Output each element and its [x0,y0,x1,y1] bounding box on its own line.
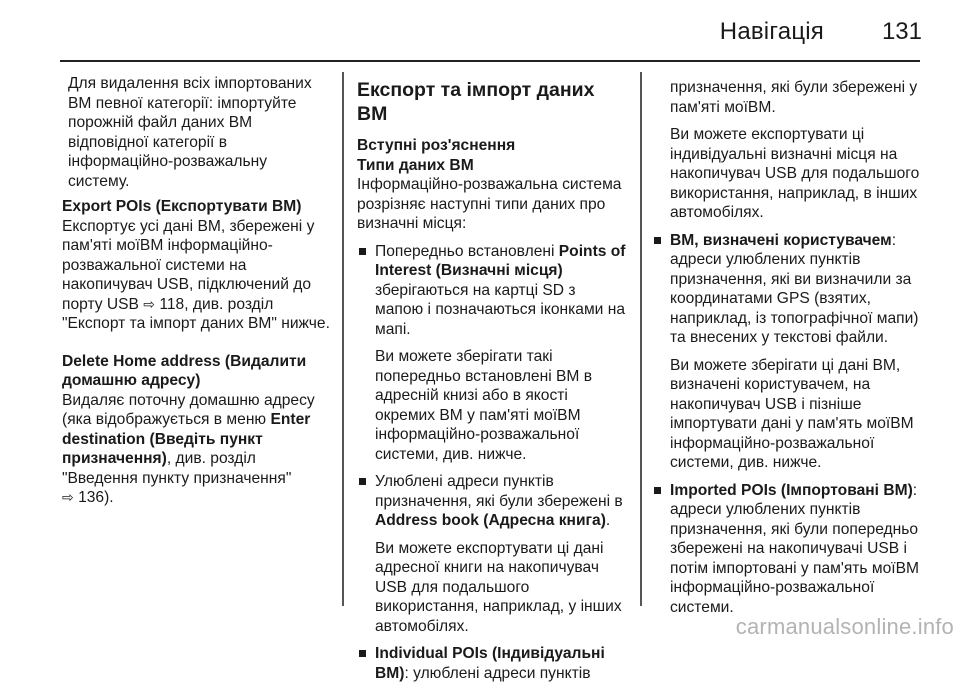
intro-subheading: Вступні роз'яснення [357,137,516,154]
page-header [0,0,960,64]
bullet-text: зберігаються на картці SD з мапою і позначаються іконками на мапі. [375,281,625,338]
column-1 [62,66,332,516]
individual-pois-continued: призначення, які були збережені у пам'яті моїВМ. [670,79,918,116]
points-of-interest-note: Ви можете зберігати такі попередньо встановлені ВМ в адресній книзі або в якості окремих ВМ у пам'яті моїВМ інформаційно-розважальної системи, див. нижче. [375,348,593,463]
column-3 [652,66,924,625]
bullet-text: Улюблені адреси пунктів призначення, які були збережені в [375,473,623,510]
bullet-text: : адреси улюблених пунктів призначення, які були попередньо збережені на накопичувачі USB і потім імпортовані у пам'ять моїВМ інформаційно-розважальної системи. [670,481,919,616]
user-defined-pois-note: Ви можете зберігати ці дані ВМ, визначені користувачем, на накопичувач USB і пізніше імпортувати дані у пам'ять моїВМ інформаційно-розважальної системи, див. нижче. [670,356,914,471]
list-item-user-defined-pois [652,231,924,348]
list-item-individual-pois [357,644,627,683]
column-divider-2 [640,72,642,606]
delete-text-1: Видаляє поточну домашню адресу (яка відображується в меню [62,391,315,428]
list-item-imported-pois [652,481,924,618]
intro-paragraph: Для видалення всіх імпортованих ВМ певної категорії: імпортуйте порожній файл даних ВМ відповідної категорії в інформаційно-розважальну систему. [68,75,312,190]
export-pois-heading: Export POIs (Експортувати ВМ) [62,198,302,215]
address-book-note: Ви можете експортувати ці дані адресної книги на накопичувач USB для подальшого використання, наприклад, у інших автомобілях. [375,539,622,635]
page-number: 131 [881,18,922,45]
column-divider-1 [342,72,344,606]
export-pois-text [62,217,332,334]
delete-text-2: , див. розділ "Введення пункту призначення" [62,450,292,487]
list-item-points-of-interest [357,242,627,340]
bullet-term: Imported POIs (Імпортовані ВМ) [670,481,913,499]
list-item-address-book [357,472,627,531]
types-subheading: Типи даних ВМ [357,156,474,174]
watermark: carmanualsonline.info [735,614,954,639]
export-page-ref: 118 [159,295,185,313]
bullet-text: . [605,512,611,529]
bullet-term: Address book (Адресна книга) [375,512,606,529]
bullet-term: Points of Interest (Визначні місця) [375,242,626,279]
bullet-term: Individual POIs (Індивідуальні ВМ) [375,645,605,682]
delete-page-ref: 136 [78,489,105,506]
delete-menu-name: Enter destination (Введіть пункт призначення) [62,411,311,467]
page-ref-arrow-icon: ⇨ [143,295,156,312]
bullet-text: : улюблені адреси пунктів [404,664,591,682]
delete-home-heading: Delete Home address (Видалити домашню адресу) [62,352,307,389]
delete-home-text [62,391,332,508]
individual-pois-note: Ви можете експортувати ці індивідуальні визначні місця на накопичувач USB для подальшого використання, наприклад, в інших автомобілях. [670,126,920,221]
bullet-text: : адреси улюблених пунктів призначення, які ви визначили за координатами GPS (взятих, наприклад, із топографічної мапи) та внесених у текстові файли. [670,231,919,346]
bullet-text: Попередньо встановлені [375,242,559,260]
export-text-2: , див. розділ "Експорт та імпорт даних ВМ" нижче. [62,295,330,332]
page-ref-arrow-icon: ⇨ [62,489,74,505]
column-2 [357,66,627,691]
header-divider [60,60,920,62]
delete-text-3: ). [104,489,114,506]
section-heading: Експорт та імпорт даних ВМ [357,79,595,125]
section-title: Навігація [719,18,824,45]
export-text-1: Експортує усі дані ВМ, збережені у пам'яті моїВМ інформаційно-розважальної системи на накопичувач USB, підключений до порту USB [62,217,315,313]
types-intro: Інформаційно-розважальна система розрізняє наступні типи даних про визначні місця: [357,176,622,232]
bullet-term: ВМ, визначені користувачем [670,231,892,249]
